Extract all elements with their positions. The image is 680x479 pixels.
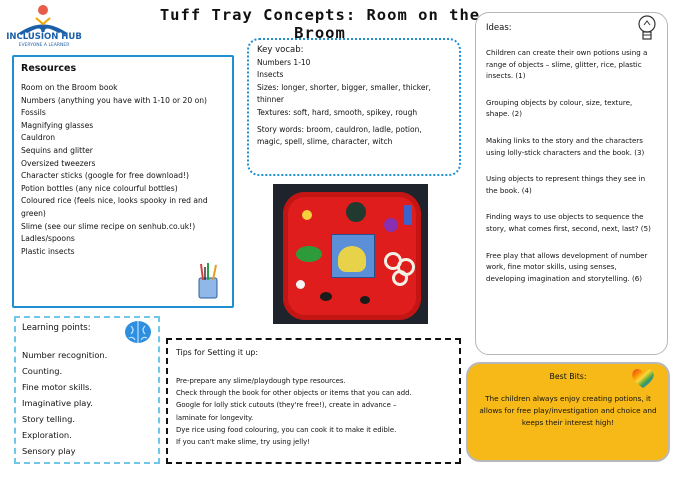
resource-item: Ladles/spoons bbox=[21, 234, 75, 244]
tips-heading: Tips for Setting it up: bbox=[176, 348, 258, 357]
sequin-object bbox=[302, 210, 312, 220]
vocab-line: thinner bbox=[257, 95, 284, 105]
potion-bottle bbox=[384, 218, 398, 232]
resource-item: Coloured rice (feels nice, looks spooky in red and bbox=[21, 196, 208, 206]
tip-item: Pre-prepare any slime/playdough type resources. bbox=[176, 377, 346, 385]
vocab-heading: Key vocab: bbox=[257, 45, 304, 55]
key-vocab-panel bbox=[247, 38, 461, 176]
lightbulb-icon bbox=[636, 14, 658, 44]
idea-item: Free play that allows development of number work, fine motor skills, using senses, developing imagination and storytelling. (6) bbox=[486, 250, 648, 283]
rainbow-heart-icon bbox=[630, 366, 656, 390]
resource-item: Cauldron bbox=[21, 133, 56, 143]
resource-item: green) bbox=[21, 208, 46, 218]
story-words-line: Story words: broom, cauldron, ladle, potion, bbox=[257, 125, 422, 135]
resource-item: Magnifying glasses bbox=[21, 120, 94, 130]
idea-item: Using objects to represent things they see in the book. (4) bbox=[486, 174, 646, 195]
story-words-line: magic, spell, slime, character, witch bbox=[257, 137, 393, 147]
ring-object bbox=[392, 270, 408, 286]
potion-bottle bbox=[404, 205, 412, 225]
ideas-panel bbox=[475, 12, 668, 355]
tip-item: Google for lolly stick cutouts (they're free!), create in advance – bbox=[176, 401, 397, 410]
learning-point: Counting. bbox=[22, 366, 63, 376]
vocab-line: Sizes: longer, shorter, bigger, smaller, thicker, bbox=[257, 82, 431, 92]
logo-subtext: EVERYONE A LEARNER bbox=[18, 43, 70, 48]
resource-item: Numbers (anything you have with 1-10 or 20 on) bbox=[21, 95, 208, 105]
resource-item: Fossils bbox=[21, 108, 46, 118]
idea-item: Making links to the story and the characters using lolly-stick characters and the book. (3) bbox=[486, 135, 645, 157]
tip-item: Dye rice using food colouring, you can cook it to make it edible. bbox=[176, 425, 397, 434]
vocab-line: Numbers 1-10 bbox=[257, 58, 311, 67]
idea-item: Children can create their own potions using a range of objects – slime, glitter, rice, plastic insects. (1) bbox=[486, 48, 648, 81]
idea-item: Grouping objects by colour, size, texture, shape. (2) bbox=[486, 97, 633, 119]
tip-item: Check through the book for other objects or items that you can add. bbox=[176, 389, 412, 398]
resource-item: Room on the Broom book bbox=[21, 83, 118, 92]
vocab-line: Insects bbox=[257, 70, 284, 80]
learning-point: Exploration. bbox=[22, 430, 72, 440]
tips-panel bbox=[166, 338, 461, 464]
green-slime bbox=[296, 246, 322, 262]
ideas-heading: Ideas: bbox=[486, 23, 512, 33]
tip-item: If you can't make slime, try using jelly! bbox=[176, 438, 310, 447]
learning-point: Number recognition. bbox=[22, 350, 108, 360]
resources-heading: Resources bbox=[21, 63, 77, 74]
resource-item: Plastic insects bbox=[21, 246, 75, 256]
learning-point: Fine motor skills. bbox=[22, 382, 93, 392]
resource-item: Character sticks (google for free download!) bbox=[21, 171, 189, 181]
vocab-line: Textures: soft, hard, smooth, spikey, rough bbox=[257, 107, 418, 117]
resource-item: Sequins and glitter bbox=[21, 145, 93, 155]
book-cover-art bbox=[338, 246, 366, 272]
learning-point: Story telling. bbox=[22, 414, 75, 424]
resource-item: Oversized tweezers bbox=[21, 158, 96, 168]
paintbrush-cup-icon bbox=[195, 262, 221, 300]
resource-item: Slime (see our slime recipe on senhub.co.uk!) bbox=[21, 221, 196, 231]
logo-text: INCLUSION HUB bbox=[6, 32, 82, 42]
learning-point: Sensory play bbox=[22, 446, 76, 456]
plastic-insect bbox=[320, 292, 332, 301]
brain-icon bbox=[123, 318, 153, 346]
plastic-insect bbox=[360, 296, 370, 304]
cauldron-object bbox=[346, 202, 366, 222]
learning-heading: Learning points: bbox=[22, 323, 91, 333]
page-title: Tuff Tray Concepts: Room on the Broom bbox=[159, 6, 481, 42]
idea-item: Finding ways to use objects to sequence the story, what comes first, second, next, last? (5) bbox=[486, 212, 651, 233]
best-bits-text: The children always enjoy creating potions, it allows for free play/investigation and choice and keeps their interest high! bbox=[479, 394, 657, 428]
resource-item: Potion bottles (any nice colourful bottles) bbox=[21, 183, 178, 193]
best-bits-heading: Best Bits: bbox=[549, 372, 587, 381]
rice-object bbox=[296, 280, 305, 289]
tip-item: laminate for longevity. bbox=[176, 413, 254, 422]
learning-point: Imaginative play. bbox=[22, 398, 93, 408]
